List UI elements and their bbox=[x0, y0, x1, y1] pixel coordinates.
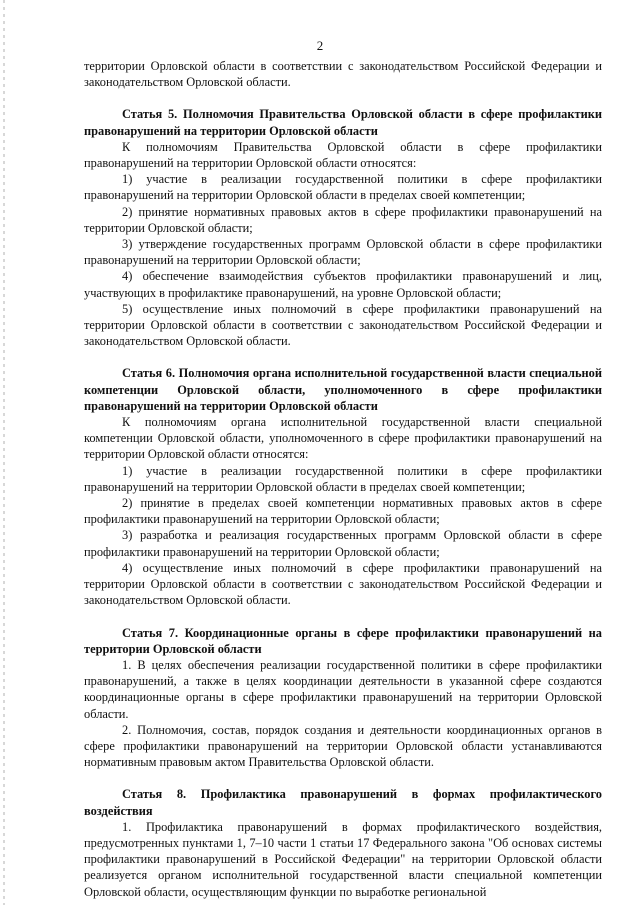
article-6-lead: К полномочиям органа исполнительной государственной власти специальной компетенции Орловской области, уполномоченного в сфере профилактики правонарушений на территории Орловской области относятся: bbox=[84, 415, 602, 462]
article-5-item-2: 2) принятие нормативных правовых актов в сфере профилактики правонарушений на территории Орловской области; bbox=[84, 204, 602, 235]
document-body bbox=[84, 58, 602, 900]
article-6-item-4: 4) осуществление иных полномочий в сфере профилактики правонарушений на территории Орловской области в соответствии с законодательством Российской Федерации и законодательством Орловской области. bbox=[84, 560, 602, 608]
article-5-item-3: 3) утверждение государственных программ Орловской области в сфере профилактики правонарушений на территории Орловской области; bbox=[84, 237, 602, 268]
spacer bbox=[84, 609, 602, 625]
scan-margin-marks bbox=[3, 0, 5, 905]
article-7-paragraph-2: 2. Полномочия, состав, порядок создания и деятельности координационных органов в сфере профилактики правонарушений на территории Орловской области устанавливаются нормативным правовым актом Правительства Орловской области. bbox=[84, 722, 602, 770]
spacer bbox=[84, 90, 602, 106]
article-5-item-1: 1) участие в реализации государственной политики в сфере профилактики правонарушений на территории Орловской области в пределах своей компетенции; bbox=[84, 172, 602, 203]
article-6-item-1: 1) участие в реализации государственной политики в сфере профилактики правонарушений на территории Орловской области в пределах своей компетенции; bbox=[84, 463, 602, 494]
article-5-item-5: 5) осуществление иных полномочий в сфере профилактики правонарушений на территории Орловской области в соответствии с законодательством Российской Федерации и законодательством Орловской области. bbox=[84, 301, 602, 349]
article-5-lead: К полномочиям Правительства Орловской области в сфере профилактики правонарушений на территории Орловской области относятся: bbox=[84, 139, 602, 171]
spacer bbox=[84, 349, 602, 365]
article-6-heading: Статья 6. Полномочия органа исполнительной государственной власти специальной компетенции Орловской области, уполномоченного в сфере профилактики правонарушений на территории Орловской области bbox=[84, 366, 602, 413]
spacer bbox=[84, 770, 602, 786]
article-6-item-2: 2) принятие в пределах своей компетенции нормативных правовых актов в сфере профилактики правонарушений на территории Орловской области; bbox=[84, 496, 602, 527]
article-8-heading: Статья 8. Профилактика правонарушений в формах профилактического воздействия bbox=[84, 787, 602, 818]
article-7-paragraph-1: 1. В целях обеспечения реализации государственной политики в сфере профилактики правонарушений, а также в целях координации деятельности в указанной сфере создаются координационные органы в сфере профилактики правонарушений на территории Орловской области. bbox=[84, 657, 602, 721]
article-5-item-4: 4) обеспечение взаимодействия субъектов профилактики правонарушений и лиц, участвующих в профилактике правонарушений, на уровне Орловской области; bbox=[84, 269, 602, 300]
article-7-heading: Статья 7. Координационные органы в сфере профилактики правонарушений на территории Орловской области bbox=[84, 625, 602, 656]
article-5-heading: Статья 5. Полномочия Правительства Орловской области в сфере профилактики правонарушений на территории Орловской области bbox=[84, 107, 602, 138]
article-6-item-3: 3) разработка и реализация государственных программ Орловской области в сфере профилактики правонарушений на территории Орловской области; bbox=[84, 528, 602, 559]
page-number: 2 bbox=[316, 38, 324, 53]
intro-continuation: территории Орловской области в соответствии с законодательством Российской Федерации и законодательством Орловской области. bbox=[84, 59, 602, 90]
article-8-paragraph-1: 1. Профилактика правонарушений в формах профилактического воздействия, предусмотренных пунктами 1, 7–10 части 1 статьи 17 Федерального закона "Об основах системы профилактики правонарушений в Российской Федерации" на территории Орловской области реализуется органом исполнительной государственной власти специальной компетенции Орловской области, осуществляющим функции по выработке региональной bbox=[84, 819, 602, 899]
